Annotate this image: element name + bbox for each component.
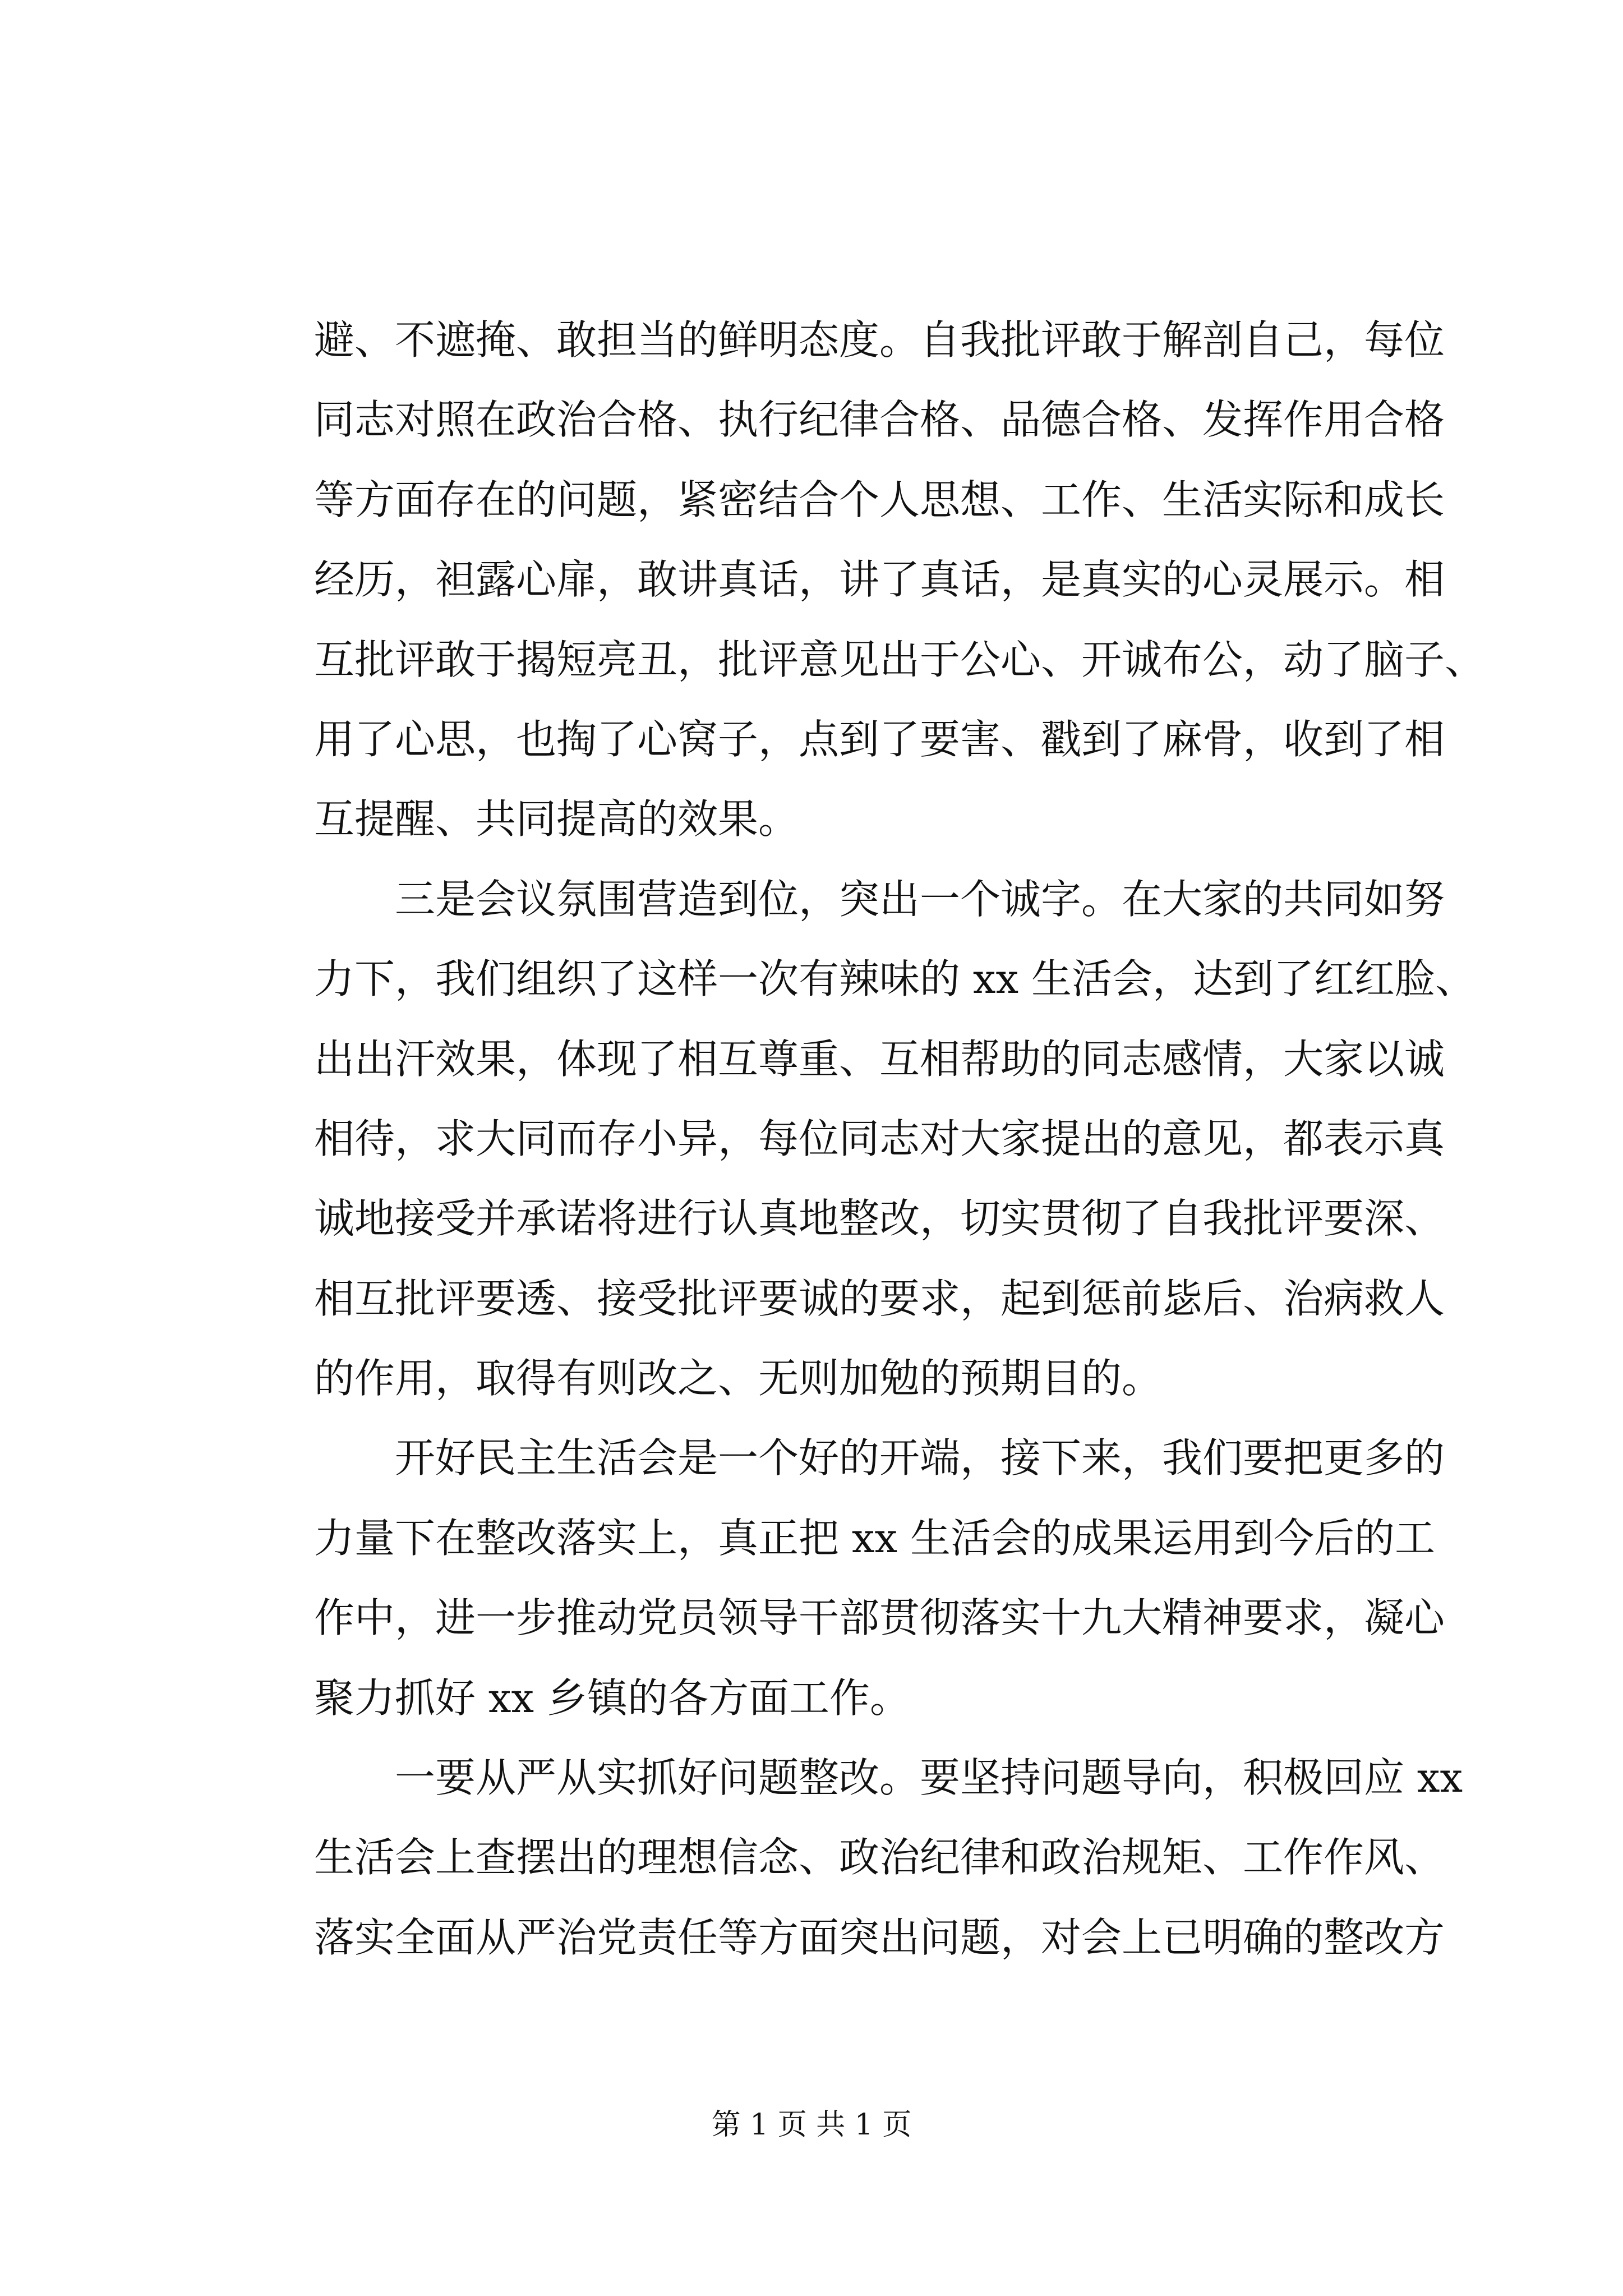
- text-line: 相待，求大同而存小异，每位同志对大家提出的意见，都表示真: [314, 1115, 1445, 1162]
- text-line: 互提醒、共同提高的效果。: [314, 795, 799, 843]
- text-line: 避、不遮掩、敢担当的鲜明态度。自我批评敢于解剖自己，每位: [314, 316, 1445, 364]
- text-line: 的作用，取得有则改之、无则加勉的预期目的。: [314, 1355, 1163, 1402]
- text-line: 同志对照在政治合格、执行纪律合格、品德合格、发挥作用合格: [314, 396, 1445, 444]
- text-line: 力下，我们组织了这样一次有辣味的 xx 生活会，达到了红红脸、: [314, 955, 1476, 1003]
- text-line: 互批评敢于揭短亮丑，批评意见出于公心、开诚布公，动了脑子、: [314, 636, 1486, 683]
- text-line: 出出汗效果，体现了相互尊重、互相帮助的同志感情，大家以诚: [314, 1035, 1445, 1083]
- text-line: 一要从严从实抓好问题整改。要坚持问题导向，积极回应 xx: [395, 1754, 1463, 1802]
- text-line: 落实全面从严治党责任等方面突出问题，对会上已明确的整改方: [314, 1913, 1445, 1961]
- page-footer: 第 1 页 共 1 页: [711, 2108, 912, 2142]
- text-line: 开好民主生活会是一个好的开端，接下来，我们要把更多的: [395, 1434, 1445, 1482]
- text-line: 作中，进一步推动党员领导干部贯彻落实十九大精神要求，凝心: [314, 1594, 1445, 1642]
- text-line: 聚力抓好 xx 乡镇的各方面工作。: [314, 1674, 910, 1722]
- text-line: 经历，袒露心扉，敢讲真话，讲了真话，是真实的心灵展示。相: [314, 556, 1445, 604]
- text-line: 诚地接受并承诺将进行认真地整改，切实贯彻了自我批评要深、: [314, 1195, 1445, 1243]
- text-line: 力量下在整改落实上，真正把 xx 生活会的成果运用到今后的工: [314, 1514, 1435, 1562]
- text-line: 相互批评要透、接受批评要诚的要求，起到惩前毖后、治病救人: [314, 1274, 1445, 1322]
- text-line: 用了心思，也掏了心窝子，点到了要害、戳到了麻骨，收到了相: [314, 715, 1445, 763]
- document-body: [314, 300, 1486, 1977]
- text-line: 等方面存在的问题，紧密结合个人思想、工作、生活实际和成长: [314, 476, 1445, 523]
- text-line: 生活会上查摆出的理想信念、政治纪律和政治规矩、工作作风、: [314, 1834, 1445, 1881]
- text-line: 三是会议氛围营造到位，突出一个诚字。在大家的共同如努: [395, 875, 1445, 923]
